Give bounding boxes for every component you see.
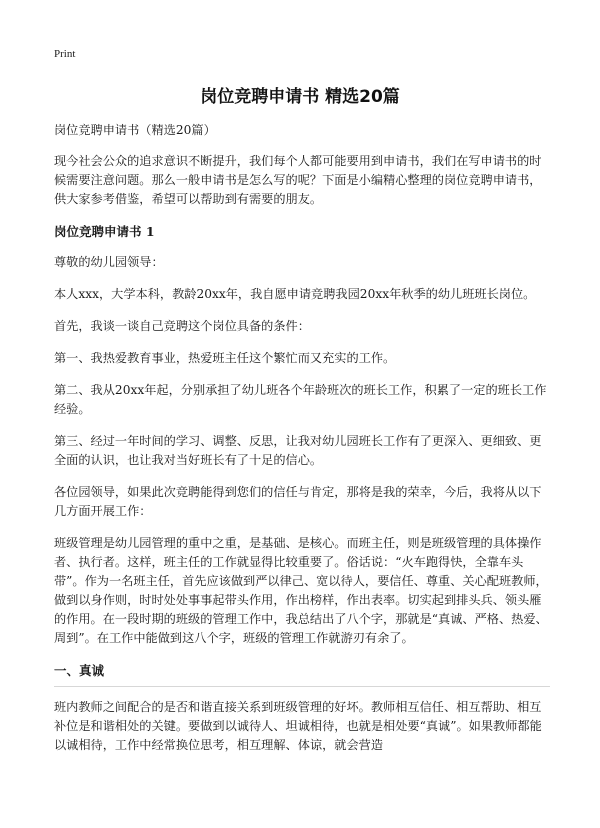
paragraph-6: 各位园领导，如果此次竞聘能得到您们的信任与肯定，那将是我的荣幸，今后，我将从以下几方面开展工作： bbox=[54, 485, 542, 518]
section-heading-2: 一、真诚 bbox=[54, 663, 105, 678]
paragraph-2: 首先，我谈一谈自己竞聘这个岗位具备的条件： bbox=[54, 319, 310, 333]
paragraph-7: 班级管理是幼儿园管理的重中之重，是基础、是核心。而班主任，则是班级管理的具体操作者、执行者。这样，班主任的工作就显得比较重要了。俗话说：“火车跑得快，全靠车头带”。作为一名班主任，首先应该做到严以律己、宽以待人，要信任、尊重、关心配班教师，做到以身作则，时时处处事事起带头作用，作出榜样，作出表率。切实起到排头兵、领头雁的作用。在一段时期的班级的管理工作中，我总结出了八个字，那就是“真诚、严格、热爱、周到”。在工作中能做到这八个字，班级的管理工作就游刃有余了。 bbox=[54, 536, 548, 645]
paragraph-1: 本人xxx，大学本科，教龄20xx年，我自愿申请竞聘我园20xx年秋季的幼儿班班长岗位。 bbox=[54, 287, 536, 301]
section-heading-1: 岗位竞聘申请书 1 bbox=[54, 224, 155, 239]
paragraph-4: 第二、我从20xx年起，分别承担了幼儿班各个年龄班次的班长工作，积累了一定的班长工作经验。 bbox=[54, 383, 547, 416]
paragraph-3: 第一、我热爱教育事业，热爱班主任这个繁忙而又充实的工作。 bbox=[54, 351, 396, 365]
section-divider bbox=[54, 686, 550, 687]
intro-paragraph: 现今社会公众的追求意识不断提升，我们每个人都可能要用到申请书，我们在写申请书的时候需要注意问题。那么一般申请书是怎么写的呢？下面是小编精心整理的岗位竞聘申请书，供大家参考借鉴，希望可以帮助到有需要的朋友。 bbox=[54, 154, 542, 206]
paragraph-5: 第三、经过一年时间的学习、调整、反思，让我对幼儿园班长工作有了更深入、更细致、更全面的认识，也让我对当好班长有了十足的信心。 bbox=[54, 434, 542, 467]
document-subtitle: 岗位竞聘申请书（精选20篇） bbox=[54, 123, 216, 137]
print-label: Print bbox=[54, 48, 76, 60]
document-body bbox=[54, 121, 550, 768]
paragraph-8: 班内教师之间配合的是否和谐直接关系到班级管理的好坏。教师相互信任、相互帮助、相互补位是和谐相处的关键。要做到以诚待人、坦诚相待，也就是相处要“真诚”。如果教师都能以诚相待，工作中经常换位思考，相互理解、体谅，就会营造 bbox=[54, 700, 542, 752]
page-title: 岗位竞聘申请书 精选20篇 bbox=[200, 87, 400, 107]
salutation: 尊敬的幼儿园领导： bbox=[54, 255, 164, 269]
